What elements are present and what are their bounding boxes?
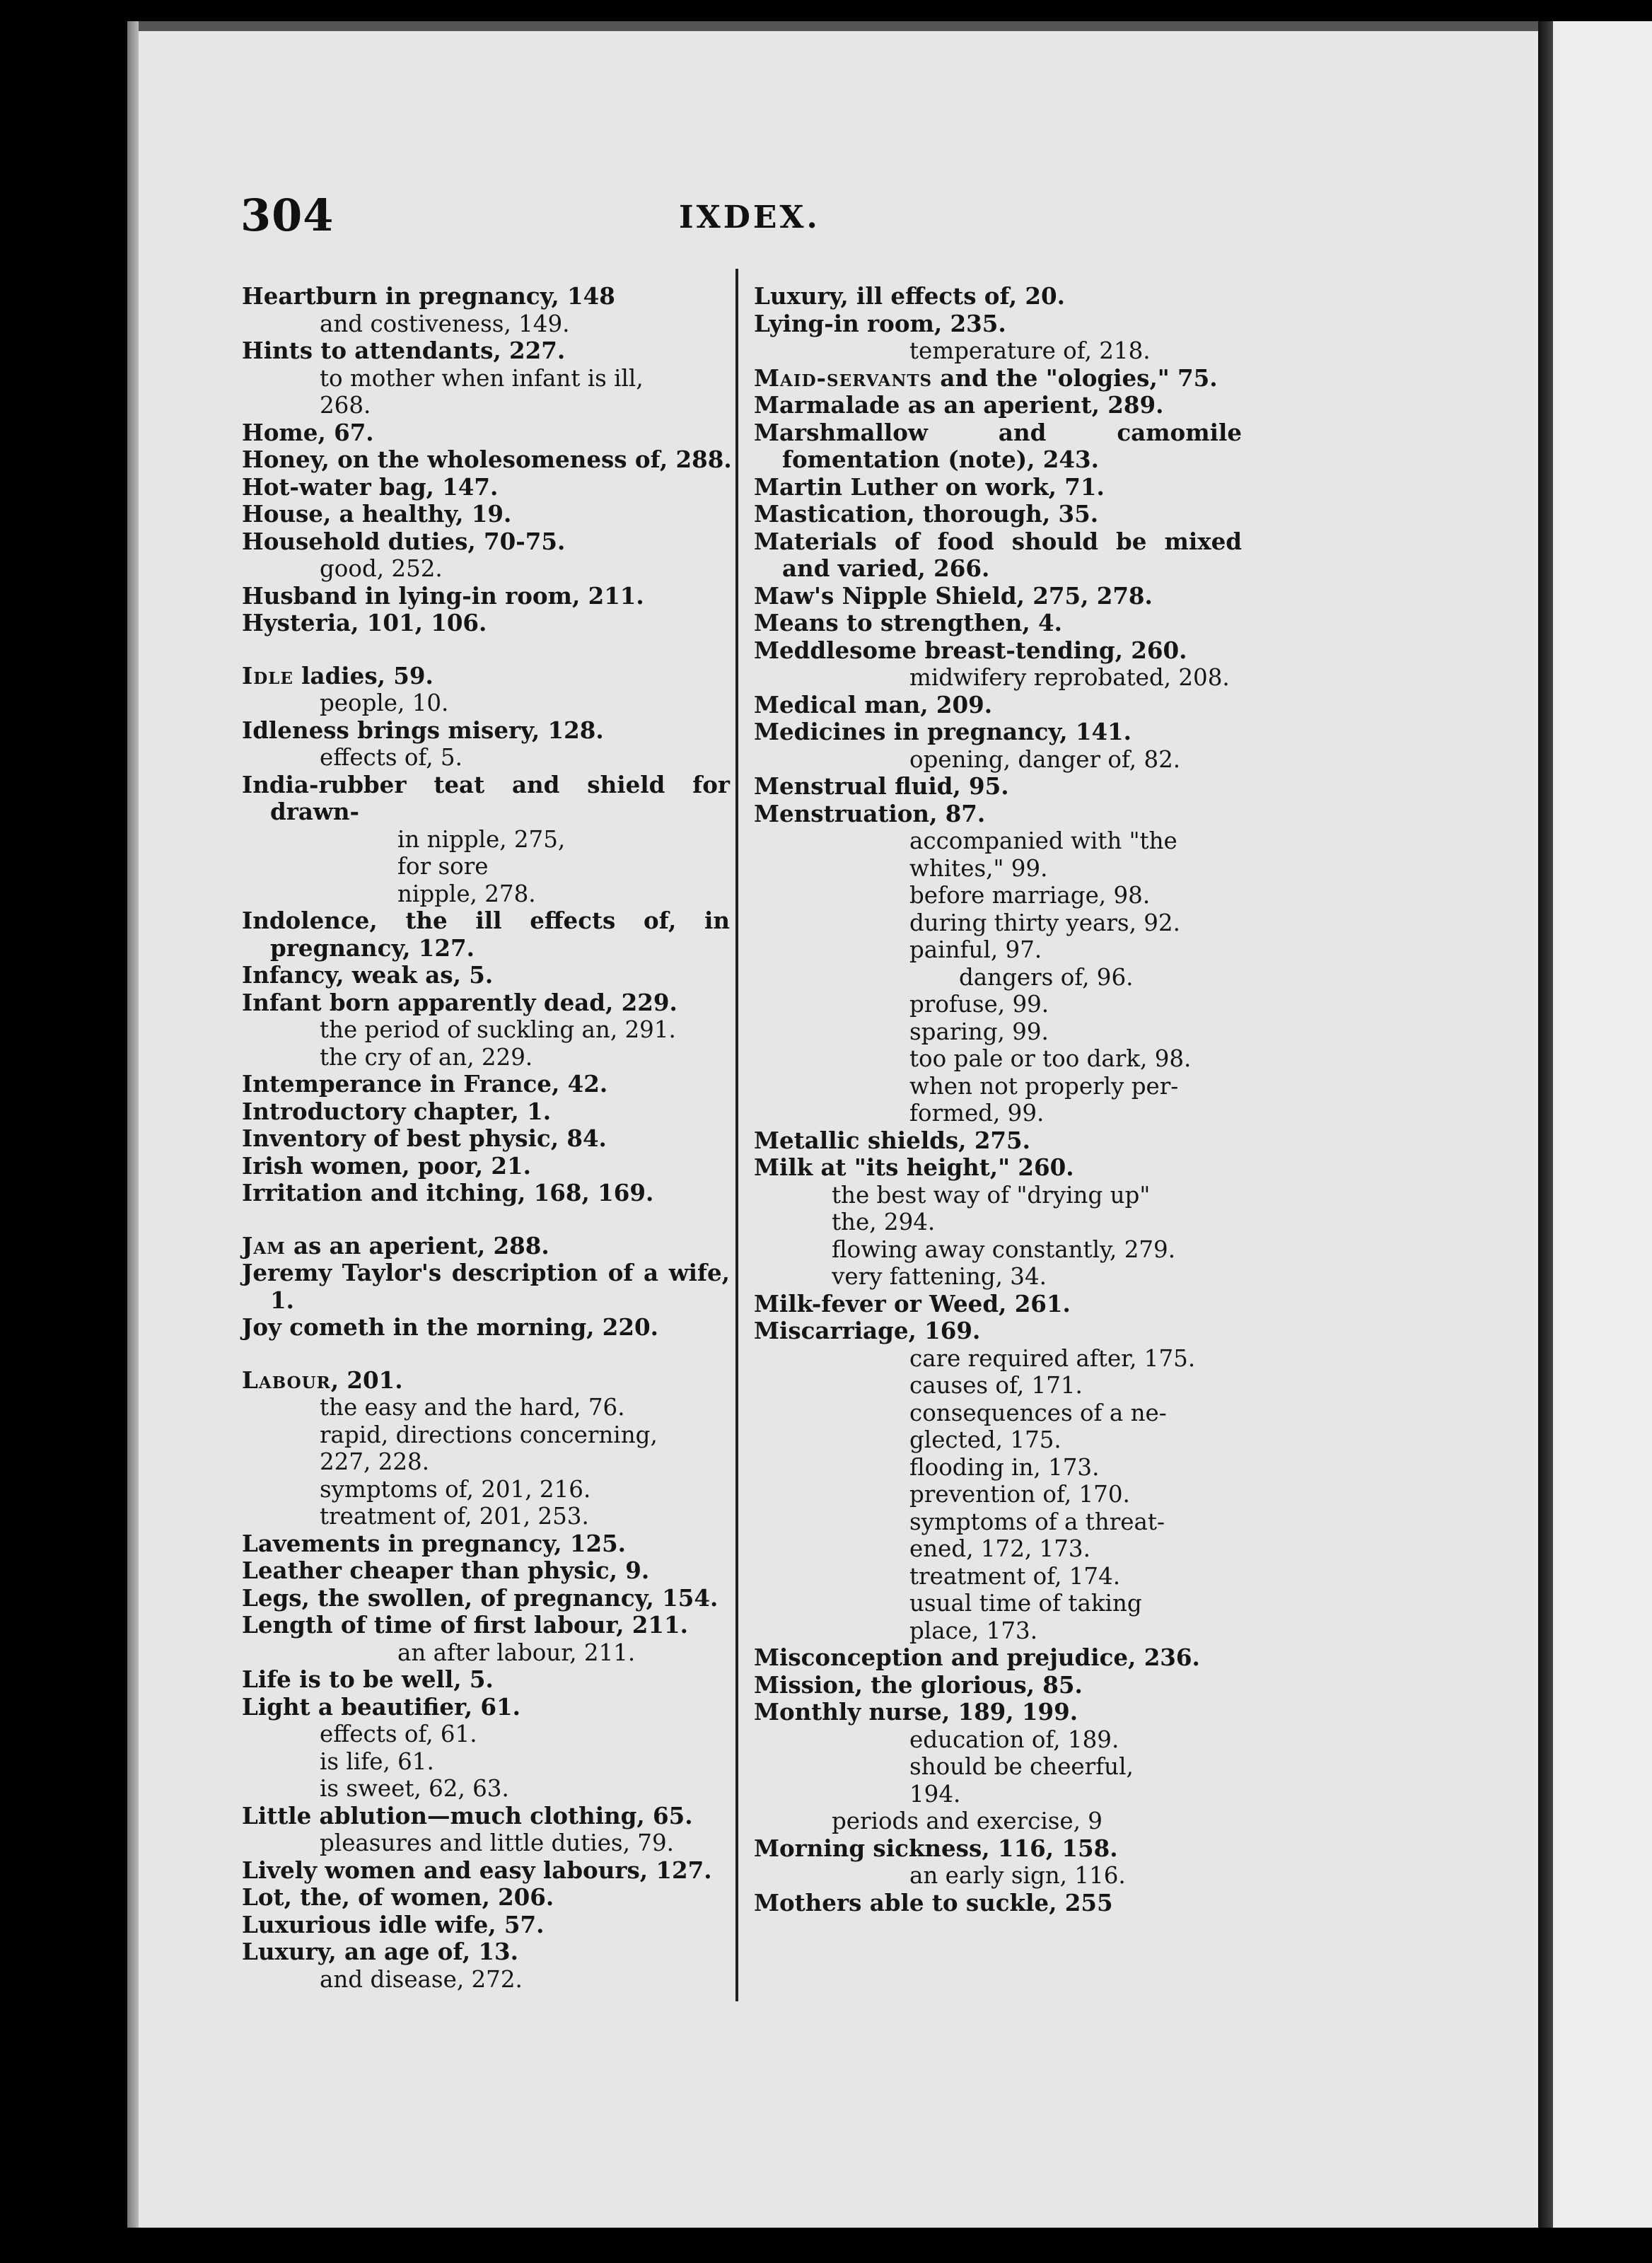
index-entry — [242, 446, 730, 474]
index-entry-text: Irritation and itching, 168, 169. — [242, 1179, 654, 1206]
index-entry-text: and the "ologies," 75. — [932, 363, 1218, 392]
index-subentry: to mother when infant is ill, — [320, 364, 644, 392]
index-entry-text: as an aperient, 288. — [285, 1231, 549, 1260]
index-subentry: 227, 228. — [320, 1448, 430, 1475]
index-entry-text: Little ablution—much clothing, 65. — [242, 1801, 693, 1829]
index-entry-text: Milk-fever or Weed, 261. — [754, 1289, 1071, 1317]
index-entry — [242, 1912, 730, 1939]
index-subentry: is sweet, 62, 63. — [320, 1775, 509, 1802]
index-subentry: opening, danger of, 82. — [909, 745, 1181, 773]
index-entry — [242, 1803, 730, 1830]
index-entry — [242, 1180, 730, 1207]
index-entry-text: Materials of food should be mixed and varied, 266. — [754, 527, 1242, 582]
index-subentry: an early sign, 116. — [909, 1862, 1126, 1889]
index-entry-text: Honey, on the wholesomeness of, 288. — [242, 446, 732, 473]
index-entry — [754, 801, 1242, 828]
index-entry — [242, 1612, 730, 1639]
index-subentry: ened, 172, 173. — [909, 1535, 1090, 1562]
index-entry — [754, 1699, 1242, 1726]
index-entry-text: Medicines in pregnancy, 141. — [754, 718, 1132, 745]
index-subentry: rapid, directions concerning, — [320, 1421, 658, 1448]
index-subentry: effects of, 61. — [320, 1721, 477, 1747]
index-entry — [242, 1666, 730, 1694]
index-entry-text: Luxury, an age of, 13. — [242, 1938, 518, 1965]
index-entry — [242, 610, 730, 637]
index-entry — [754, 692, 1242, 719]
index-subentry: when not properly per- — [909, 1072, 1179, 1100]
index-entry-text: Misconception and prejudice, 236. — [754, 1644, 1200, 1671]
index-entry — [754, 610, 1242, 637]
index-subentry: good, 252. — [320, 555, 443, 582]
index-entry — [242, 1071, 730, 1098]
index-subentry: dangers of, 96. — [959, 963, 1134, 991]
index-entry-text: Meddlesome breast-tending, 260. — [754, 636, 1187, 664]
index-entry — [242, 1857, 730, 1885]
index-entry-text: Monthly nurse, 189, 199. — [754, 1698, 1078, 1726]
index-column-right — [754, 283, 1242, 1916]
index-entry — [242, 907, 730, 962]
index-entry-text: Inventory of best physic, 84. — [242, 1124, 607, 1152]
index-entry-text: India-rubber teat and shield for drawn- — [242, 770, 730, 825]
adjacent-page-strip — [1553, 21, 1652, 2228]
index-entry-text: Introductory chapter, 1. — [242, 1097, 552, 1125]
index-entry — [242, 1694, 730, 1721]
index-entry-text: Mission, the glorious, 85. — [754, 1670, 1083, 1699]
index-subentry: treatment of, 201, 253. — [320, 1503, 589, 1530]
index-subentry: people, 10. — [320, 690, 449, 716]
index-subentry: the cry of an, 229. — [320, 1043, 533, 1071]
index-entry-text: Indolence, the ill effects of, in pregnancy, 127. — [242, 907, 730, 962]
index-entry — [242, 1367, 730, 1395]
index-subentry: formed, 99. — [909, 1100, 1045, 1127]
index-entry — [242, 717, 730, 745]
index-entry — [242, 1233, 730, 1260]
index-entry-text: Luxurious idle wife, 57. — [242, 1910, 545, 1938]
index-subentry: and disease, 272. — [320, 1965, 523, 1993]
index-entry — [754, 310, 1242, 338]
index-entry — [754, 719, 1242, 746]
index-entry — [242, 1530, 730, 1558]
index-entry-text: Marshmallow and camomile fomentation (note), 243. — [754, 418, 1242, 473]
index-subentry: 194. — [909, 1780, 961, 1808]
index-entry-text: Milk at "its height," 260. — [754, 1153, 1074, 1181]
index-entry-text: Mastication, thorough, 35. — [754, 500, 1099, 528]
index-subentry: prevention of, 170. — [909, 1481, 1130, 1508]
index-entry — [242, 528, 730, 556]
index-entry — [754, 1835, 1242, 1863]
index-entry — [754, 583, 1242, 610]
index-entry-text: Marmalade as an aperient, 289. — [754, 391, 1164, 419]
index-entry — [754, 1644, 1242, 1672]
index-subentry: painful, 97. — [909, 936, 1042, 963]
index-subentry: care required after, 175. — [909, 1344, 1196, 1372]
index-subentry: glected, 175. — [909, 1426, 1061, 1453]
index-entry-text: Maw's Nipple Shield, 275, 278. — [754, 581, 1153, 610]
index-entry-text: Home, 67. — [242, 418, 374, 446]
index-entry-text: Menstruation, 87. — [754, 799, 986, 827]
index-subentry: consequences of a ne- — [909, 1399, 1167, 1426]
index-subentry: symptoms of, 201, 216. — [320, 1475, 591, 1503]
index-subentry: nipple, 278. — [397, 880, 536, 907]
letter-group-spacer — [242, 637, 730, 663]
index-entry-keyword: Maid-servants — [754, 363, 933, 392]
index-entry-keyword: Idle — [242, 661, 293, 690]
index-subentry: causes of, 171. — [909, 1372, 1083, 1399]
index-entry — [754, 1127, 1242, 1155]
index-entry-text: Infancy, weak as, 5. — [242, 961, 494, 989]
index-entry — [754, 419, 1242, 474]
index-entry-text: Light a beautifier, 61. — [242, 1692, 520, 1721]
index-entry — [242, 337, 730, 365]
index-entry-text: Infant born apparently dead, 229. — [242, 988, 677, 1016]
index-subentry: temperature of, 218. — [909, 337, 1151, 364]
index-subentry: the best way of "drying up" — [832, 1181, 1151, 1209]
page-top-edge — [127, 21, 1553, 31]
index-entry-text: Joy cometh in the morning, 220. — [242, 1313, 658, 1341]
index-entry — [754, 1672, 1242, 1699]
index-entry — [242, 283, 730, 310]
index-subentry: during thirty years, 92. — [909, 909, 1180, 936]
index-subentry: the, 294. — [832, 1209, 936, 1235]
index-entry — [754, 773, 1242, 801]
index-entry — [242, 1585, 730, 1612]
index-entry — [754, 283, 1242, 310]
index-entry-keyword: Jam — [242, 1231, 286, 1260]
index-entry — [242, 1314, 730, 1342]
index-entry — [754, 392, 1242, 419]
index-subentry: education of, 189. — [909, 1726, 1119, 1753]
index-subentry: treatment of, 174. — [909, 1562, 1121, 1590]
index-entry-text: Metallic shields, 275. — [754, 1126, 1030, 1154]
index-entry-text: Irish women, poor, 21. — [242, 1151, 531, 1180]
index-entry-text: Intemperance in France, 42. — [242, 1070, 608, 1098]
index-entry-text: Heartburn in pregnancy, 148 — [242, 282, 615, 310]
index-entry-text: Luxury, ill effects of, 20. — [754, 282, 1065, 310]
index-subentry: an after labour, 211. — [397, 1639, 636, 1666]
index-subentry: 268. — [320, 392, 371, 419]
index-entry — [754, 365, 1242, 392]
index-subentry: effects of, 5. — [320, 744, 463, 771]
index-entry — [242, 1884, 730, 1912]
index-entry-text: Idleness brings misery, 128. — [242, 716, 604, 744]
index-entry — [754, 1890, 1242, 1917]
index-entry — [754, 528, 1242, 583]
index-subentry: too pale or too dark, 98. — [909, 1045, 1192, 1072]
running-head: IXDEX. — [679, 199, 820, 235]
index-subentry: and costiveness, 149. — [320, 310, 570, 337]
index-subentry: symptoms of a threat- — [909, 1508, 1165, 1535]
index-subentry: midwifery reprobated, 208. — [909, 664, 1230, 691]
index-entry-text: Husband in lying-in room, 211. — [242, 581, 644, 610]
index-entry-text: Mothers able to suckle, 255 — [754, 1888, 1113, 1916]
index-entry — [242, 1098, 730, 1126]
index-entry — [242, 1557, 730, 1585]
index-subentry: periods and exercise, 9 — [832, 1808, 1103, 1834]
column-divider — [735, 269, 738, 2001]
index-subentry: for sore — [397, 853, 489, 880]
index-subentry: flowing away constantly, 279. — [832, 1235, 1176, 1263]
index-subentry: place, 173. — [909, 1617, 1038, 1644]
index-entry-text: Hints to attendants, 227. — [242, 337, 566, 364]
index-subentry: accompanied with "the — [909, 827, 1177, 854]
index-entry-text: Morning sickness, 116, 158. — [754, 1834, 1118, 1862]
index-entry — [754, 1317, 1242, 1345]
index-entry-text: Means to strengthen, 4. — [754, 609, 1062, 636]
index-entry — [242, 1153, 730, 1180]
index-entry-text: Household duties, 70-75. — [242, 527, 566, 555]
index-subentry: the easy and the hard, 76. — [320, 1394, 625, 1421]
index-subentry: usual time of taking — [909, 1590, 1142, 1617]
index-entry-text: Lavements in pregnancy, 125. — [242, 1529, 626, 1557]
page-gutter-rule — [1538, 21, 1553, 2228]
index-entry — [242, 501, 730, 528]
index-entry-text: Legs, the swollen, of pregnancy, 154. — [242, 1583, 719, 1612]
index-entry-text: Medical man, 209. — [754, 690, 993, 719]
index-entry — [242, 1938, 730, 1966]
page-left-edge — [127, 21, 139, 2228]
index-entry — [242, 419, 730, 447]
index-subentry: profuse, 99. — [909, 991, 1049, 1018]
index-entry — [242, 474, 730, 501]
index-subentry: in nipple, 275, — [397, 825, 566, 853]
index-subentry: is life, 61. — [320, 1747, 434, 1775]
index-entry — [242, 663, 730, 690]
index-entry — [242, 583, 730, 610]
index-subentry: pleasures and little duties, 79. — [320, 1829, 674, 1856]
index-entry-text: Lively women and easy labours, 127. — [242, 1856, 712, 1884]
letter-group-spacer — [242, 1342, 730, 1367]
index-entry — [242, 989, 730, 1017]
index-entry — [754, 637, 1242, 665]
index-entry — [754, 1154, 1242, 1182]
index-entry — [754, 474, 1242, 501]
index-subentry: the period of suckling an, 291. — [320, 1016, 676, 1043]
index-entry-text: , 201. — [330, 1366, 403, 1394]
index-entry — [754, 1291, 1242, 1318]
index-entry-text: Leather cheaper than physic, 9. — [242, 1557, 650, 1584]
index-entry-text: Menstrual fluid, 95. — [754, 772, 1009, 800]
index-entry — [242, 1125, 730, 1153]
index-subentry: very fattening, 34. — [832, 1263, 1047, 1290]
index-entry-text: Jeremy Taylor's description of a wife, 1. — [242, 1259, 730, 1314]
index-entry-text: Lying-in room, 235. — [754, 309, 1006, 337]
index-subentry: flooding in, 173. — [909, 1453, 1100, 1481]
letter-group-spacer — [242, 1207, 730, 1233]
index-entry-keyword: Labour — [242, 1366, 331, 1394]
index-entry — [242, 772, 730, 826]
index-column-left — [242, 283, 730, 1993]
index-entry — [242, 962, 730, 989]
index-entry-text: ladies, 59. — [293, 661, 434, 690]
index-entry-text: Hot-water bag, 147. — [242, 472, 499, 501]
page-number: 304 — [240, 190, 335, 241]
index-entry-text: Length of time of first labour, 211. — [242, 1611, 688, 1639]
index-subentry: whites," 99. — [909, 854, 1048, 882]
index-entry-text: Life is to be well, 5. — [242, 1665, 494, 1693]
index-entry-text: Martin Luther on work, 71. — [754, 472, 1105, 501]
index-entry-text: House, a healthy, 19. — [242, 500, 512, 528]
index-subentry: before marriage, 98. — [909, 882, 1151, 909]
index-entry-text: Hysteria, 101, 106. — [242, 609, 487, 636]
index-subentry: sparing, 99. — [909, 1018, 1049, 1045]
index-entry-text: Lot, the, of women, 206. — [242, 1883, 554, 1911]
index-entry — [242, 1260, 730, 1314]
index-entry — [754, 501, 1242, 528]
index-subentry: should be cheerful, — [909, 1753, 1134, 1780]
index-entry-text: Miscarriage, 169. — [754, 1317, 981, 1344]
